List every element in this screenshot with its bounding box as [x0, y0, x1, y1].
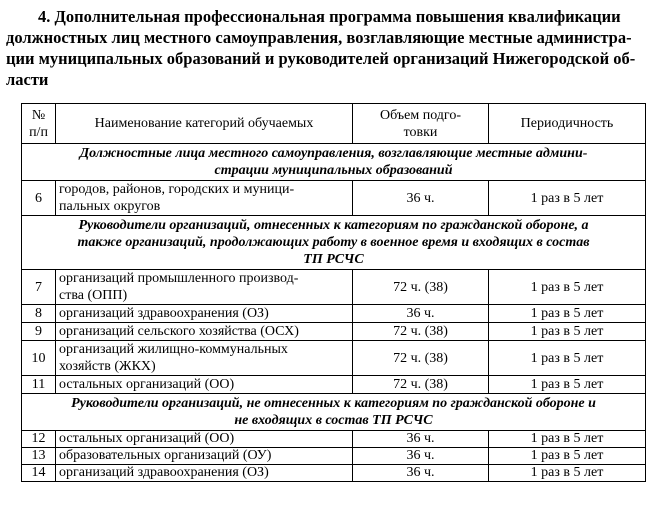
row-name-line: городов, районов, городских и муници- [59, 182, 295, 197]
col-name-header: Наименование категорий обучаемых [56, 104, 353, 144]
row-volume: 72 ч. (38) [353, 270, 489, 305]
group-title-line: не входящих в состав ТП РСЧС [234, 413, 433, 428]
row-period: 1 раз в 5 лет [489, 270, 646, 305]
group-title-line: также организаций, продолжающих работу в военное время и входящих в состав [77, 235, 590, 250]
group-row [22, 216, 646, 270]
row-name: образовательных организаций (ОУ) [56, 448, 353, 465]
row-volume: 72 ч. (38) [353, 323, 489, 341]
header-text: Объем подго- [380, 107, 461, 123]
heading-line: должностных лиц местного самоуправления, возглавляющие местные администра- [6, 28, 632, 47]
row-volume: 36 ч. [353, 431, 489, 448]
heading-line: ласти [6, 70, 49, 89]
row-num: 11 [22, 376, 56, 394]
heading-line: ции муниципальных образований и руководителей организаций Нижегородской об- [6, 49, 636, 68]
row-name-line: ства (ОПП) [59, 288, 128, 303]
row-period: 1 раз в 5 лет [489, 341, 646, 376]
row-volume: 36 ч. [353, 465, 489, 482]
row-period: 1 раз в 5 лет [489, 465, 646, 482]
col-num-header [22, 104, 56, 144]
row-period: 1 раз в 5 лет [489, 181, 646, 216]
row-num: 7 [22, 270, 56, 305]
row-period: 1 раз в 5 лет [489, 376, 646, 394]
group-title [22, 216, 646, 270]
table-row [22, 305, 646, 323]
group-title-line: страции муниципальных образований [214, 163, 453, 178]
row-volume: 36 ч. [353, 181, 489, 216]
group-title-line: Руководители организаций, не отнесенных к категориям по гражданской обороне и [71, 396, 596, 411]
row-name: организаций здравоохранения (ОЗ) [56, 305, 353, 323]
row-num: 14 [22, 465, 56, 482]
header-text: товки [403, 124, 438, 140]
header-text: п/п [29, 124, 48, 140]
group-title [22, 394, 646, 431]
row-volume: 72 ч. (38) [353, 376, 489, 394]
row-num: 13 [22, 448, 56, 465]
row-name-line: хозяйств (ЖКХ) [59, 359, 156, 374]
row-num: 10 [22, 341, 56, 376]
row-name: остальных организаций (ОО) [56, 376, 353, 394]
group-row [22, 144, 646, 181]
row-name [56, 181, 353, 216]
row-name-line: организаций жилищно-коммунальных [59, 342, 288, 357]
training-table-wrapper [21, 103, 646, 482]
row-num: 9 [22, 323, 56, 341]
row-num: 8 [22, 305, 56, 323]
col-period-header: Периодичность [489, 104, 646, 144]
table-row [22, 270, 646, 305]
row-name [56, 341, 353, 376]
table-row [22, 376, 646, 394]
row-period: 1 раз в 5 лет [489, 448, 646, 465]
group-title [22, 144, 646, 181]
group-title-line: Должностные лица местного самоуправления, возглавляющие местные админи- [79, 146, 588, 161]
row-name: организаций здравоохранения (ОЗ) [56, 465, 353, 482]
row-name-line: организаций промышленного производ- [59, 271, 299, 286]
training-table [21, 103, 646, 482]
row-volume: 72 ч. (38) [353, 341, 489, 376]
row-name: организаций сельского хозяйства (ОСХ) [56, 323, 353, 341]
row-period: 1 раз в 5 лет [489, 431, 646, 448]
row-period: 1 раз в 5 лет [489, 323, 646, 341]
table-row [22, 448, 646, 465]
table-row [22, 181, 646, 216]
row-num: 12 [22, 431, 56, 448]
header-text: № [31, 107, 46, 123]
row-name-line: пальных округов [59, 199, 161, 214]
section-heading [6, 6, 666, 90]
group-title-line: Руководители организаций, отнесенных к категориям по гражданской обороне, а [78, 218, 589, 233]
table-row [22, 431, 646, 448]
table-header-row [22, 104, 646, 144]
table-row [22, 323, 646, 341]
row-volume: 36 ч. [353, 305, 489, 323]
table-row [22, 341, 646, 376]
row-period: 1 раз в 5 лет [489, 305, 646, 323]
col-volume-header [353, 104, 489, 144]
row-name [56, 270, 353, 305]
table-row [22, 465, 646, 482]
group-row [22, 394, 646, 431]
group-title-line: ТП РСЧС [303, 252, 364, 267]
row-name: остальных организаций (ОО) [56, 431, 353, 448]
heading-line: 4. Дополнительная профессиональная программа повышения квалификации [38, 7, 621, 26]
row-volume: 36 ч. [353, 448, 489, 465]
row-num: 6 [22, 181, 56, 216]
